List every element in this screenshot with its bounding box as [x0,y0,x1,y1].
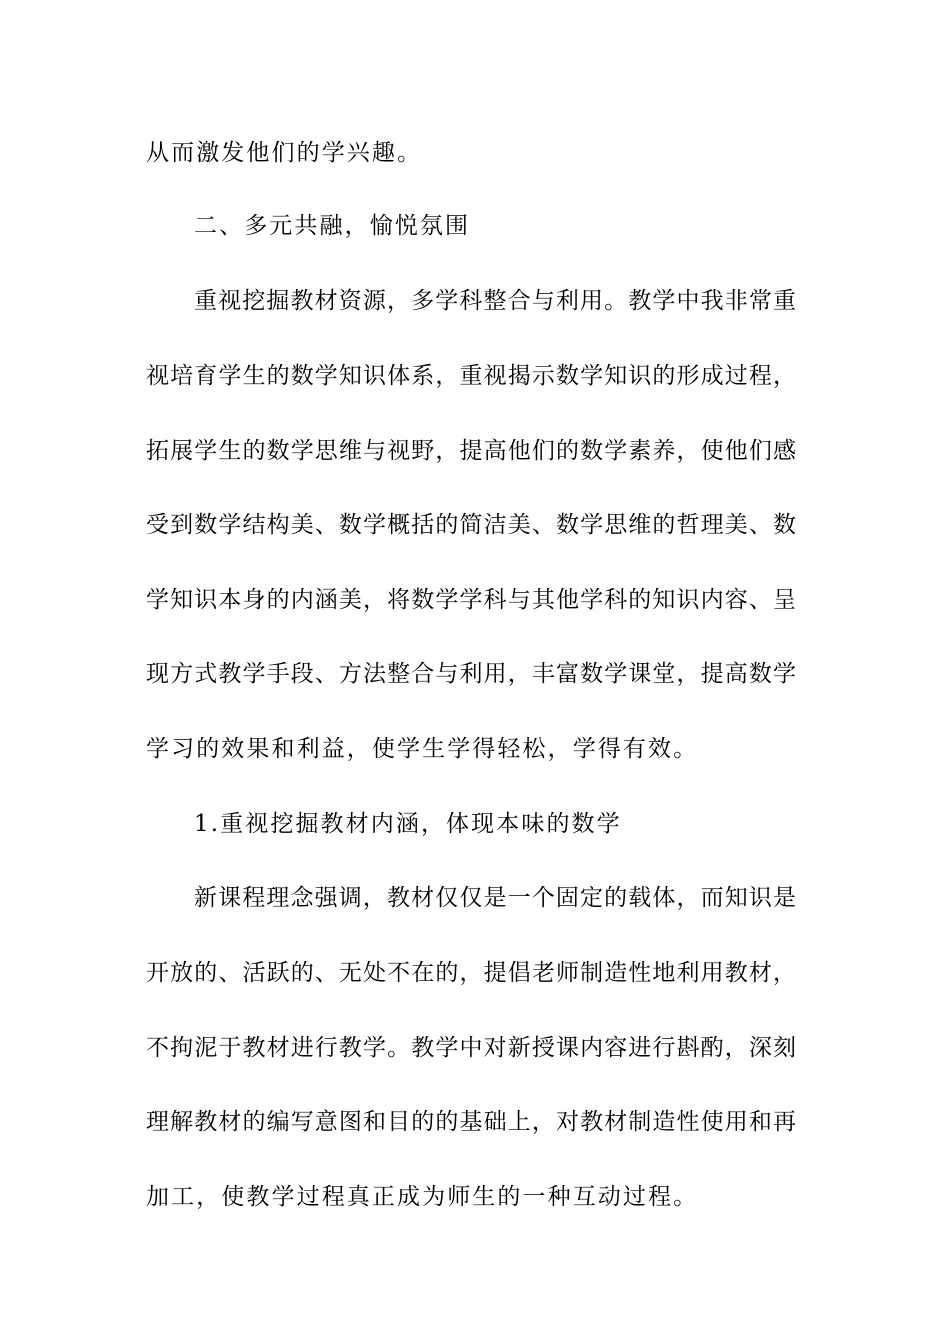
paragraph-line: 学习的效果和利益，使学生学得轻松，学得有效。 [146,736,699,762]
paragraph-line: 理解教材的编写意图和目的的基础上，对教材制造性使用和再 [146,1109,796,1135]
paragraph-line: 受到数学结构美、数学概括的简洁美、数学思维的哲理美、数 [146,512,796,538]
section-heading: 二、多元共融，愉悦氛围 [194,213,471,239]
paragraph-line: 从而激发他们的学兴趣。 [146,140,423,166]
paragraph-line: 加工，使教学过程真正成为师生的一种互动过程。 [146,1184,699,1210]
paragraph-line: 现方式教学手段、方法整合与利用，丰富数学课堂，提高数学 [146,661,796,687]
paragraph-line: 不拘泥于教材进行教学。教学中对新授课内容进行斟酌，深刻 [146,1035,796,1061]
paragraph-line: 学知识本身的内涵美，将数学学科与其他学科的知识内容、呈 [146,587,796,613]
subsection-heading: 1.重视挖掘教材内涵，体现本味的数学 [194,811,622,837]
paragraph-line: 重视挖掘教材资源，多学科整合与利用。教学中我非常重 [194,288,796,314]
paragraph-line: 新课程理念强调，教材仅仅是一个固定的载体，而知识是 [194,885,796,911]
paragraph-line: 开放的、活跃的、无处不在的，提倡老师制造性地利用教材， [146,960,796,986]
paragraph-line: 拓展学生的数学思维与视野，提高他们的数学素养，使他们感 [146,438,796,464]
paragraph-line: 视培育学生的数学知识体系，重视揭示数学知识的形成过程， [146,363,796,389]
